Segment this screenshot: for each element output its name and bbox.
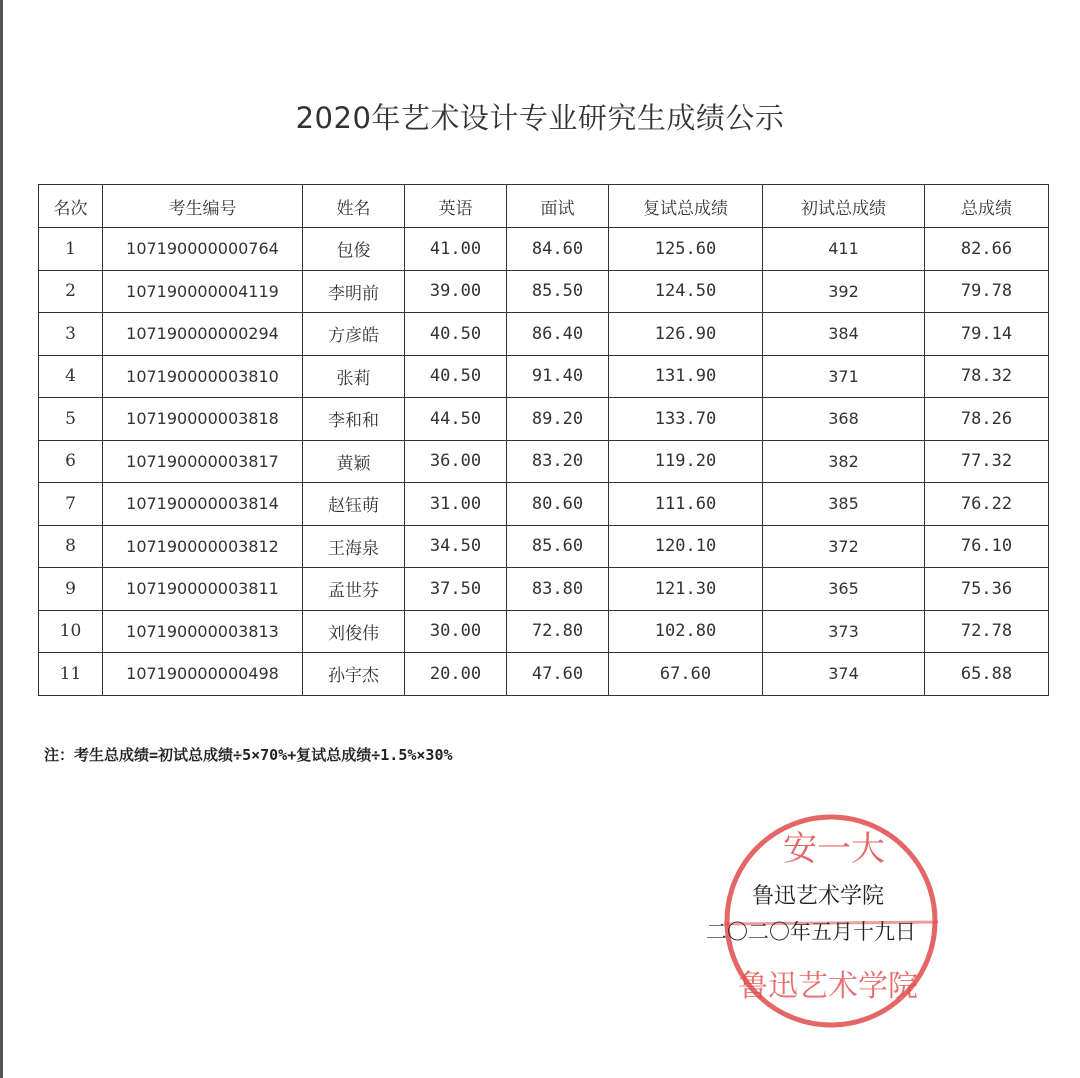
name-cell: 方彦皓 [303,313,405,356]
table-row [39,525,1049,568]
final-total-cell: 76.22 [925,483,1049,526]
candidate-id-cell: 107190000000498 [103,653,303,696]
english-cell: 44.50 [405,398,507,441]
table-row [39,483,1049,526]
candidate-id-cell: 107190000000764 [103,228,303,271]
initial-total-cell: 371 [763,355,925,398]
table-row [39,398,1049,441]
final-total-cell: 77.32 [925,440,1049,483]
english-cell: 41.00 [405,228,507,271]
table-row [39,568,1049,611]
table-row [39,440,1049,483]
rank-cell: 11 [39,653,103,696]
retest-total-cell: 125.60 [609,228,763,271]
candidate-id-cell: 107190000004119 [103,270,303,313]
name-cell: 李和和 [303,398,405,441]
document-date: 二〇二〇年五月十九日 [706,920,916,944]
final-total-cell: 79.14 [925,313,1049,356]
english-cell: 30.00 [405,610,507,653]
table-row [39,610,1049,653]
header-initial-total: 初试总成绩 [763,185,925,228]
header-interview: 面试 [507,185,609,228]
rank-cell: 1 [39,228,103,271]
rank-cell: 10 [39,610,103,653]
retest-total-cell: 133.70 [609,398,763,441]
header-english: 英语 [405,185,507,228]
seal-bottom-text: 鲁迅艺术学院 [738,969,918,1004]
retest-total-cell: 121.30 [609,568,763,611]
final-total-cell: 75.36 [925,568,1049,611]
initial-total-cell: 385 [763,483,925,526]
name-cell: 李明前 [303,270,405,313]
final-total-cell: 78.32 [925,355,1049,398]
interview-cell: 83.80 [507,568,609,611]
name-cell: 黄颖 [303,440,405,483]
rank-cell: 5 [39,398,103,441]
rank-cell: 3 [39,313,103,356]
final-total-cell: 78.26 [925,398,1049,441]
name-cell: 包俊 [303,228,405,271]
candidate-id-cell: 107190000003814 [103,483,303,526]
table-header-row [39,185,1049,228]
final-total-cell: 82.66 [925,228,1049,271]
retest-total-cell: 67.60 [609,653,763,696]
retest-total-cell: 111.60 [609,483,763,526]
retest-total-cell: 102.80 [609,610,763,653]
institution-name: 鲁迅艺术学院 [752,884,885,909]
final-total-cell: 76.10 [925,525,1049,568]
candidate-id-cell: 107190000003812 [103,525,303,568]
rank-cell: 6 [39,440,103,483]
candidate-id-cell: 107190000003818 [103,398,303,441]
document-title: 2020年艺术设计专业研究生成绩公示 [295,101,785,135]
interview-cell: 85.50 [507,270,609,313]
retest-total-cell: 120.10 [609,525,763,568]
rank-cell: 4 [39,355,103,398]
name-cell: 孟世芬 [303,568,405,611]
formula-note: 注：考生总成绩=初试总成绩÷5×70%+复试总成绩÷1.5%×30% [44,746,453,764]
candidate-id-cell: 107190000003817 [103,440,303,483]
initial-total-cell: 373 [763,610,925,653]
english-cell: 40.50 [405,313,507,356]
candidate-id-cell: 107190000003813 [103,610,303,653]
name-cell: 王海泉 [303,525,405,568]
table-row [39,313,1049,356]
interview-cell: 72.80 [507,610,609,653]
rank-cell: 8 [39,525,103,568]
interview-cell: 85.60 [507,525,609,568]
table-body [39,228,1049,696]
interview-cell: 83.20 [507,440,609,483]
interview-cell: 84.60 [507,228,609,271]
score-table [38,184,1049,696]
initial-total-cell: 382 [763,440,925,483]
table-row [39,228,1049,271]
final-total-cell: 65.88 [925,653,1049,696]
table-row [39,653,1049,696]
english-cell: 37.50 [405,568,507,611]
name-cell: 张莉 [303,355,405,398]
retest-total-cell: 126.90 [609,313,763,356]
header-rank: 名次 [39,185,103,228]
english-cell: 34.50 [405,525,507,568]
rank-cell: 2 [39,270,103,313]
name-cell: 孙宇杰 [303,653,405,696]
english-cell: 36.00 [405,440,507,483]
candidate-id-cell: 107190000000294 [103,313,303,356]
interview-cell: 89.20 [507,398,609,441]
interview-cell: 47.60 [507,653,609,696]
header-name: 姓名 [303,185,405,228]
page-edge [0,0,3,1078]
retest-total-cell: 119.20 [609,440,763,483]
retest-total-cell: 124.50 [609,270,763,313]
rank-cell: 7 [39,483,103,526]
initial-total-cell: 411 [763,228,925,271]
interview-cell: 86.40 [507,313,609,356]
english-cell: 40.50 [405,355,507,398]
initial-total-cell: 365 [763,568,925,611]
seal-top-text: 安一大 [783,829,885,869]
initial-total-cell: 368 [763,398,925,441]
final-total-cell: 72.78 [925,610,1049,653]
interview-cell: 91.40 [507,355,609,398]
initial-total-cell: 384 [763,313,925,356]
candidate-id-cell: 107190000003810 [103,355,303,398]
table-row [39,355,1049,398]
header-candidate-id: 考生编号 [103,185,303,228]
header-final-total: 总成绩 [925,185,1049,228]
final-total-cell: 79.78 [925,270,1049,313]
interview-cell: 80.60 [507,483,609,526]
initial-total-cell: 374 [763,653,925,696]
header-retest-total: 复试总成绩 [609,185,763,228]
english-cell: 20.00 [405,653,507,696]
name-cell: 刘俊伟 [303,610,405,653]
english-cell: 39.00 [405,270,507,313]
table-row [39,270,1049,313]
name-cell: 赵钰萌 [303,483,405,526]
initial-total-cell: 392 [763,270,925,313]
retest-total-cell: 131.90 [609,355,763,398]
initial-total-cell: 372 [763,525,925,568]
rank-cell: 9 [39,568,103,611]
english-cell: 31.00 [405,483,507,526]
candidate-id-cell: 107190000003811 [103,568,303,611]
